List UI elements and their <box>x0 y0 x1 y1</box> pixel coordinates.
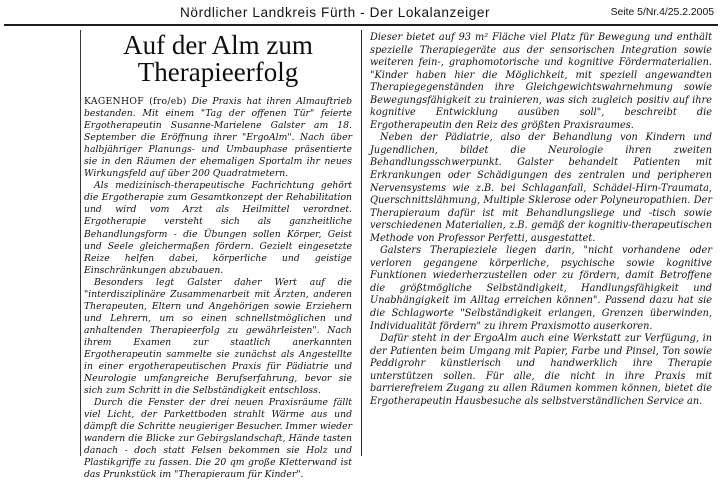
paragraph: Galsters Therapieziele liegen darin, "nicht vorhandene oder verloren gegangene körperliche, psychische sowie kognitive Funktionen wiederherzustellen oder zu fördern, damit Betroffene die größtmögliche Selbständigkeit, Handlungsfähigkeit und Unabhängigkeit im Alltag erreichen können". Passend dazu hat sie die Schlagworte "Selbständigkeit erlangen, Grenzen überwinden, Individualität fördern" zu ihrem Praxismotto auserkoren. <box>370 245 712 332</box>
publication-title: Nördlicher Landkreis Fürth - Der Lokalanzeiger <box>180 5 491 20</box>
paragraph <box>84 96 352 180</box>
right-body <box>370 32 712 408</box>
paragraph: Dafür steht in der ErgoAlm auch eine Werkstatt zur Verfügung, in der Patienten beim Umgang mit Papier, Farbe und Pinsel, Ton sowie Peddigrohr künstlerisch und handwerklich ihre Therapie unterstützen sollen. Für alle, die nicht in ihre Praxis mit barrierefreiem Zugang zu allen Räumen kommen können, bietet die Ergotherapeutin Hausbesuche als selbstverständlichen Service an. <box>370 333 712 407</box>
article-left-column <box>84 30 352 481</box>
paragraph: Durch die Fenster der drei neuen Praxisräume fällt viel Licht, der Parkettboden strahlt Wärme aus und dämpft die Schritte neugieriger Besucher. Immer wieder wandern die Blicke zur Gebirgslandschaft, Hände tasten danach - doch statt Felsen bekommen sie Holz und Plastikgriffe zu fassen. Die 20 qm große Kletterwand ist das Prunkstück im "Therapieraum für Kinder". <box>84 397 352 481</box>
paragraph-text: Die Praxis hat ihren Almauftrieb bestanden. Mit einem "Tag der offenen Tür" feierte Ergotherapeutin Susanne-Marielene Galster am 18. September die Eröffnung ihrer "ErgoAlm". Nach über halbjähriger Planungs- und Umbauphase präsentierte sie in den Räumen der ehemaligen Sportalm ihr neues Wirkungsfeld auf über 200 Quadratmetern. <box>84 96 352 180</box>
article-headline <box>84 32 352 86</box>
paragraph: Neben der Pädiatrie, also der Behandlung von Kindern und Jugendlichen, bildet die Neurologie ihren zweiten Behandlungsschwerpunkt. Galster behandelt Patienten mit Erkrankungen oder Schädigungen des zentralen und peripheren Nervensystems wie z.B. bei Schlaganfall, Schädel-Hirn-Traumata, Querschnittslähmung, Multiple Sklerose oder Polyneuropathien. Der Therapieraum dafür ist mit Behandlungsliege und -tisch sowie verschiedenen Materialien, z.B. gemäß der kognitiv-therapeutischen Methode von Professor Perfetti, ausgestattet. <box>370 132 712 244</box>
page-info: Seite 5/Nr.4/25.2.2005 <box>610 7 714 18</box>
left-body <box>84 96 352 482</box>
article-right-column <box>370 32 712 456</box>
running-header <box>0 0 722 24</box>
headline-line-2: Therapieerfolg <box>137 57 299 87</box>
dateline: KAGENHOF (fro/eb) <box>84 96 187 107</box>
column-divider <box>361 30 362 456</box>
header-rule <box>4 24 718 26</box>
paragraph: Besonders legt Galster daher Wert auf die "interdisziplinäre Zusammenarbeit mit Ärzten, anderen Therapeuten, Eltern und Angehörigen sowie Erziehern und Lehrern, um so einen schnellstmöglichen und anhaltenden Therapieerfolg zu gewährleisten". Nach ihrem Examen zur staatlich anerkannten Ergotherapeutin sammelte sie zunächst als Angestellte in einer ergotherapeutischen Praxis für Pädiatrie und Neurologie umfangreiche Berufserfahrung, bevor sie sich zum Schritt in die Selbständigkeit entschloss. <box>84 276 352 397</box>
headline-line-1: Auf der Alm zum <box>123 30 313 60</box>
paragraph: Als medizinisch-therapeutische Fachrichtung gehört die Ergotherapie zum Gesamtkonzept der Rehabilitation und wird vom Arzt als Heilmittel verordnet. Ergotherapie versteht sich als ganzheitliche Behandlungsform - die Übungen sollen Körper, Geist und Seele gleichermaßen fördern. Gezielt eingesetzte Reize helfen dabei, körperliche und geistige Einschränkungen abzubauen. <box>84 180 352 276</box>
left-column-rule <box>80 30 81 456</box>
paragraph: Dieser bietet auf 93 m² Fläche viel Platz für Bewegung und enthält spezielle Therapiegeräte aus der sensorischen Integration sowie weiteren fein-, graphomotorische und kognitive Fördermaterialien. "Kinder haben hier die Möglichkeit, mit speziell angewandten Therapiegegenständen ihre Gleichgewichtswahrnehmung sowie Bewegungsfähigkeit zu trainieren, was sich zugleich positiv auf ihre kognitive Entwicklung ausüben soll", beschreibt die Ergotherapeutin den Reiz des größten Praxisraumes. <box>370 32 712 131</box>
